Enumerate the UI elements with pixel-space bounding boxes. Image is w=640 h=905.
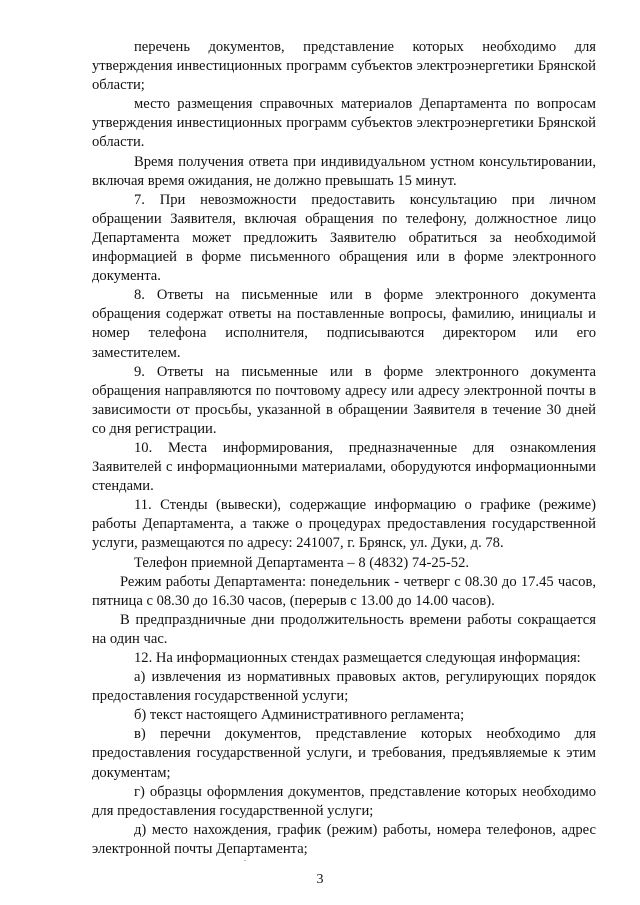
list-item-v: в) перечни документов, представление которых необходимо для предоставления государственной услуги, и требования, предъявляемые к этим документам; [92,726,596,781]
paragraph-working-hours: Режим работы Департамента: понедельник - четверг с 08.30 до 17.45 часов, пятница с 08.30 до 16.30 часов, (перерыв с 13.00 до 14.00 часов). [92,573,596,609]
paragraph-item-8: 8. Ответы на письменные или в форме электронного документа обращения содержат ответы на поставленные вопросы, фамилию, инициалы и номер телефона исполнителя, подписываются директором или его заместителем. [92,287,596,361]
list-item-g: г) образцы оформления документов, представление которых необходимо для предоставления государственной услуги; [92,783,596,819]
paragraph-phone: Телефон приемной Департамента – 8 (4832) 74-25-52. [134,554,470,571]
list-item-b: б) текст настоящего Административного регламента; [134,707,465,724]
paragraph-pre-holiday: В предпраздничные дни продолжительность времени работы сокращается на один час. [92,611,596,647]
paragraph-item-10: 10. Места информирования, предназначенные для ознакомления Заявителей с информационными материалами, оборудуются информационными стендами. [92,439,596,495]
list-item-d: д) место нахождения, график (режим) работы, номера телефонов, адрес электронной почты Департамента; [92,821,596,857]
paragraph-reference-location: место размещения справочных материалов Департамента по вопросам утверждения инвестиционных программ субъектов электроэнергетики Брянской области. [92,96,596,151]
paragraph-item-12: 12. На информационных стендах размещается следующая информация: [134,650,581,666]
list-item-a: а) извлечения из нормативных правовых актов, регулирующих порядок предоставления государственной услуги; [92,669,596,705]
page-number: 3 [316,872,324,887]
paragraph-item-11: 11. Стенды (вывески), содержащие информацию о графике (режиме) работы Департамента, а также о процедурах предоставления государственной услуги, размещаются по адресу: 241007, г. Брянск, ул. Дуки, д. 78. [92,497,596,552]
paragraph-item-9: 9. Ответы на письменные или в форме электронного документа обращения направляются по почтовому адресу или адресу электронной почты в зависимости от просьбы, указанной в обращении Заявителя в течение 30 дней со дня регистрации. [92,363,596,437]
paragraph-response-time: Время получения ответа при индивидуальном устном консультировании, включая время ожидания, не должно превышать 15 минут. [92,153,596,189]
paragraph-documents-list: перечень документов, представление которых необходимо для утверждения инвестиционных программ субъектов электроэнергетики Брянской области; [92,39,596,94]
paragraph-item-7: 7. При невозможности предоставить консультацию при личном обращении Заявителя, включая обращения по телефону, должностное лицо Департамента может предложить Заявителю обратиться за необходимой информацией в форме письменного обращения или в форме электронного документа. [92,191,596,285]
scan-artifact [244,860,246,861]
document-body [92,38,596,859]
